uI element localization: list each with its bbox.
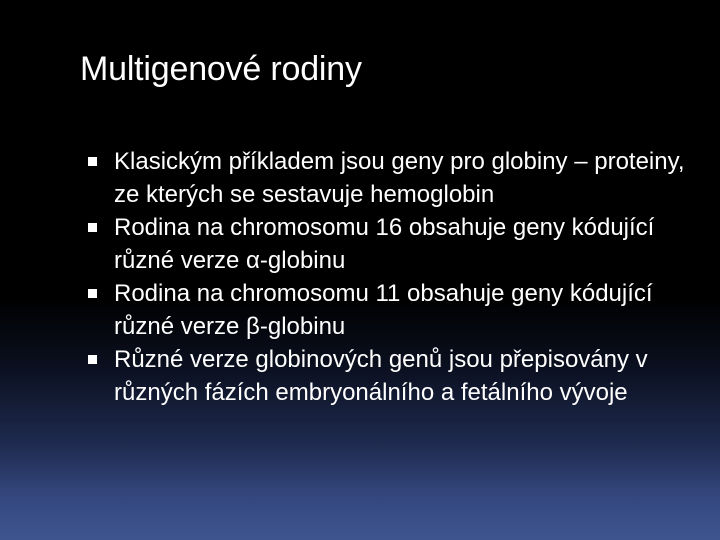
bullet-item-3	[88, 277, 688, 343]
bullet-text-4: Různé verze globinových genů jsou přepisovány v různých fázích embryonálního a fetálního vývoje	[114, 346, 648, 406]
square-bullet-icon	[88, 223, 97, 232]
square-bullet-icon	[88, 157, 97, 166]
bullet-text-2: Rodina na chromosomu 16 obsahuje geny kódující různé verze α-globinu	[114, 214, 655, 274]
bullet-text-3: Rodina na chromosomu 11 obsahuje geny kódující různé verze β-globinu	[114, 280, 653, 340]
bullet-list	[88, 145, 688, 409]
square-bullet-icon	[88, 289, 97, 298]
bullet-item-1	[88, 145, 688, 211]
bullet-text-1: Klasickým příkladem jsou geny pro globiny – proteiny, ze kterých se sestavuje hemoglobin	[114, 148, 685, 208]
bullet-item-4	[88, 343, 688, 409]
bullet-item-2	[88, 211, 688, 277]
slide-title: Multigenové rodiny	[80, 50, 362, 88]
square-bullet-icon	[88, 355, 97, 364]
